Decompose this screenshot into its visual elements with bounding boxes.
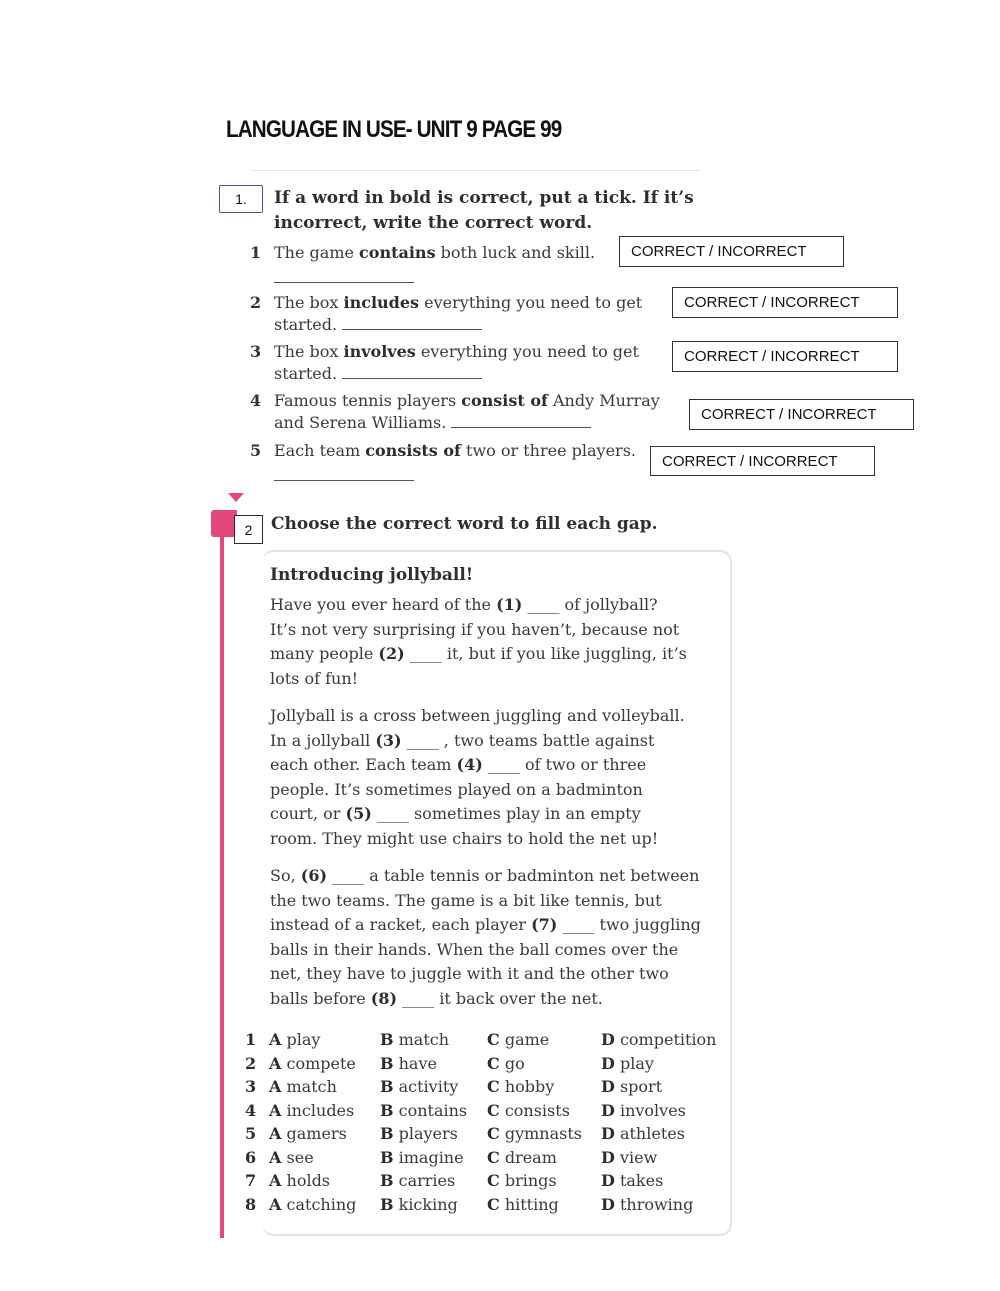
item-number: 3 bbox=[250, 342, 262, 361]
option-a[interactable]: A match bbox=[269, 1077, 337, 1096]
option-b[interactable]: B activity bbox=[380, 1077, 459, 1096]
item-sentence: Each team consists of two or three players. bbox=[274, 441, 636, 460]
answer-box-5[interactable]: CORRECT / INCORRECT bbox=[650, 446, 875, 476]
option-number: 8 bbox=[245, 1194, 257, 1214]
option-a[interactable]: A compete bbox=[269, 1053, 356, 1073]
option-c[interactable]: C go bbox=[487, 1053, 525, 1073]
option-c[interactable]: C dream bbox=[487, 1147, 557, 1167]
option-d[interactable]: D play bbox=[601, 1053, 654, 1073]
item-number: 2 bbox=[250, 293, 262, 312]
gap-number: (7) bbox=[531, 915, 558, 935]
answer-blank bbox=[274, 282, 414, 283]
item-sentence-cont: and Serena Williams. bbox=[274, 412, 591, 434]
option-a[interactable]: A includes bbox=[269, 1100, 355, 1120]
answer-box-2[interactable]: CORRECT / INCORRECT bbox=[672, 287, 898, 318]
option-row bbox=[245, 1075, 730, 1099]
exercise-1-heading bbox=[274, 186, 694, 236]
story-paragraph-3: So, (6) ____ a table tennis or badminton net between the two teams. The game is a bit like tennis, but instead of a racket, each player (7) ____ two juggling balls in their hands. When the ball comes over the net, they have to juggle with it and the other two balls before (8) ____ it back over the net. bbox=[270, 866, 701, 1008]
option-number: 5 bbox=[245, 1124, 257, 1143]
answer-box-1[interactable]: CORRECT / INCORRECT bbox=[619, 236, 844, 267]
gap-number: (2) bbox=[378, 644, 405, 664]
option-number: 2 bbox=[245, 1053, 257, 1073]
option-c[interactable]: C game bbox=[487, 1030, 550, 1049]
option-row bbox=[245, 1169, 730, 1193]
answer-box-4[interactable]: CORRECT / INCORRECT bbox=[689, 399, 914, 430]
item-sentence: Famous tennis players consist of Andy Murray bbox=[274, 391, 660, 410]
answer-box-3[interactable]: CORRECT / INCORRECT bbox=[672, 341, 898, 372]
option-row bbox=[245, 1146, 730, 1170]
answer-blank bbox=[451, 413, 591, 428]
exercise-1-item bbox=[250, 292, 670, 338]
exercise-1-item bbox=[250, 242, 650, 292]
option-d[interactable]: D involves bbox=[601, 1100, 686, 1120]
exercise-2-heading: Choose the correct word to fill each gap. bbox=[271, 514, 658, 534]
option-row bbox=[245, 1099, 730, 1123]
option-d[interactable]: D sport bbox=[601, 1077, 663, 1096]
answer-blank bbox=[342, 315, 482, 330]
option-c[interactable]: C brings bbox=[487, 1171, 557, 1190]
option-b[interactable]: B match bbox=[380, 1030, 450, 1049]
item-sentence: The box includes everything you need to get bbox=[274, 293, 643, 312]
gap-number: (4) bbox=[456, 755, 483, 775]
option-row bbox=[245, 1122, 730, 1146]
page-title: LANGUAGE IN USE- UNIT 9 PAGE 99 bbox=[226, 116, 562, 143]
option-a[interactable]: A see bbox=[269, 1147, 314, 1167]
gap-number: (3) bbox=[375, 730, 402, 750]
option-d[interactable]: D athletes bbox=[601, 1124, 685, 1143]
answer-blank bbox=[342, 364, 482, 379]
option-d[interactable]: D view bbox=[601, 1147, 658, 1167]
option-b[interactable]: B players bbox=[380, 1124, 458, 1143]
item-sentence-cont: started. bbox=[274, 363, 482, 385]
option-row bbox=[245, 1193, 730, 1217]
exercise-1-heading-line-1: If a word in bold is correct, put a tick. If it’s bbox=[274, 188, 694, 208]
item-sentence-cont: started. bbox=[274, 314, 482, 336]
option-b[interactable]: B have bbox=[380, 1053, 437, 1073]
exercise-2-number: 2 bbox=[234, 515, 263, 544]
option-a[interactable]: A play bbox=[269, 1030, 321, 1049]
option-d[interactable]: D throwing bbox=[601, 1194, 694, 1214]
option-c[interactable]: C gymnasts bbox=[487, 1124, 582, 1143]
exercise-1-heading-line-2: incorrect, write the correct word. bbox=[274, 213, 593, 233]
exercise-1-item bbox=[250, 440, 650, 480]
option-a[interactable]: A holds bbox=[269, 1171, 331, 1190]
item-number: 5 bbox=[250, 441, 262, 460]
option-a[interactable]: A gamers bbox=[269, 1124, 347, 1143]
story-paragraph-2: Jollyball is a cross between juggling and volleyball. In a jollyball (3) ____ , two teams battle against each other. Each team (4) ____ of two or three people. It’s sometimes played on a badminton court, or (5) ____ sometimes play in an empty room. They might use chairs to hold the net up! bbox=[270, 706, 685, 848]
option-number: 7 bbox=[245, 1171, 257, 1190]
story-paragraph-1: Have you ever heard of the (1) ____ of jollyball? It’s not very surprising if you haven’t, because not many people (2) ____ it, but if you like juggling, it’s lots of fun! bbox=[270, 595, 687, 688]
item-sentence: The game contains both luck and skill. bbox=[274, 243, 596, 262]
exercise-1-item bbox=[250, 341, 670, 387]
story-title: Introducing jollyball! bbox=[270, 565, 474, 585]
item-number: 4 bbox=[250, 391, 262, 410]
option-c[interactable]: C hobby bbox=[487, 1077, 555, 1096]
option-d[interactable]: D competition bbox=[601, 1030, 717, 1049]
option-row bbox=[245, 1052, 730, 1076]
option-number: 4 bbox=[245, 1100, 257, 1120]
gap-number: (1) bbox=[496, 595, 523, 614]
item-number: 1 bbox=[250, 243, 262, 262]
option-b[interactable]: B contains bbox=[380, 1100, 468, 1120]
option-c[interactable]: C hitting bbox=[487, 1194, 559, 1214]
exercise-1-item bbox=[250, 390, 690, 436]
option-row bbox=[245, 1028, 730, 1052]
options-list bbox=[245, 1028, 730, 1216]
option-a[interactable]: A catching bbox=[269, 1194, 357, 1214]
option-d[interactable]: D takes bbox=[601, 1171, 664, 1190]
divider bbox=[250, 170, 700, 171]
option-number: 1 bbox=[245, 1030, 257, 1049]
section-bar bbox=[220, 510, 224, 1238]
option-b[interactable]: B kicking bbox=[380, 1194, 458, 1214]
gap-number: (8) bbox=[370, 988, 398, 1008]
option-c[interactable]: C consists bbox=[487, 1100, 570, 1120]
exercise-1-number: 1. bbox=[219, 185, 263, 213]
option-b[interactable]: B carries bbox=[380, 1171, 456, 1190]
option-number: 3 bbox=[245, 1077, 257, 1096]
answer-blank bbox=[274, 480, 414, 481]
section-marker bbox=[228, 493, 244, 502]
gap-number: (6) bbox=[300, 866, 328, 885]
option-number: 6 bbox=[245, 1147, 257, 1167]
gap-number: (5) bbox=[345, 804, 372, 824]
item-sentence: The box involves everything you need to get bbox=[274, 342, 639, 361]
option-b[interactable]: B imagine bbox=[380, 1147, 464, 1167]
